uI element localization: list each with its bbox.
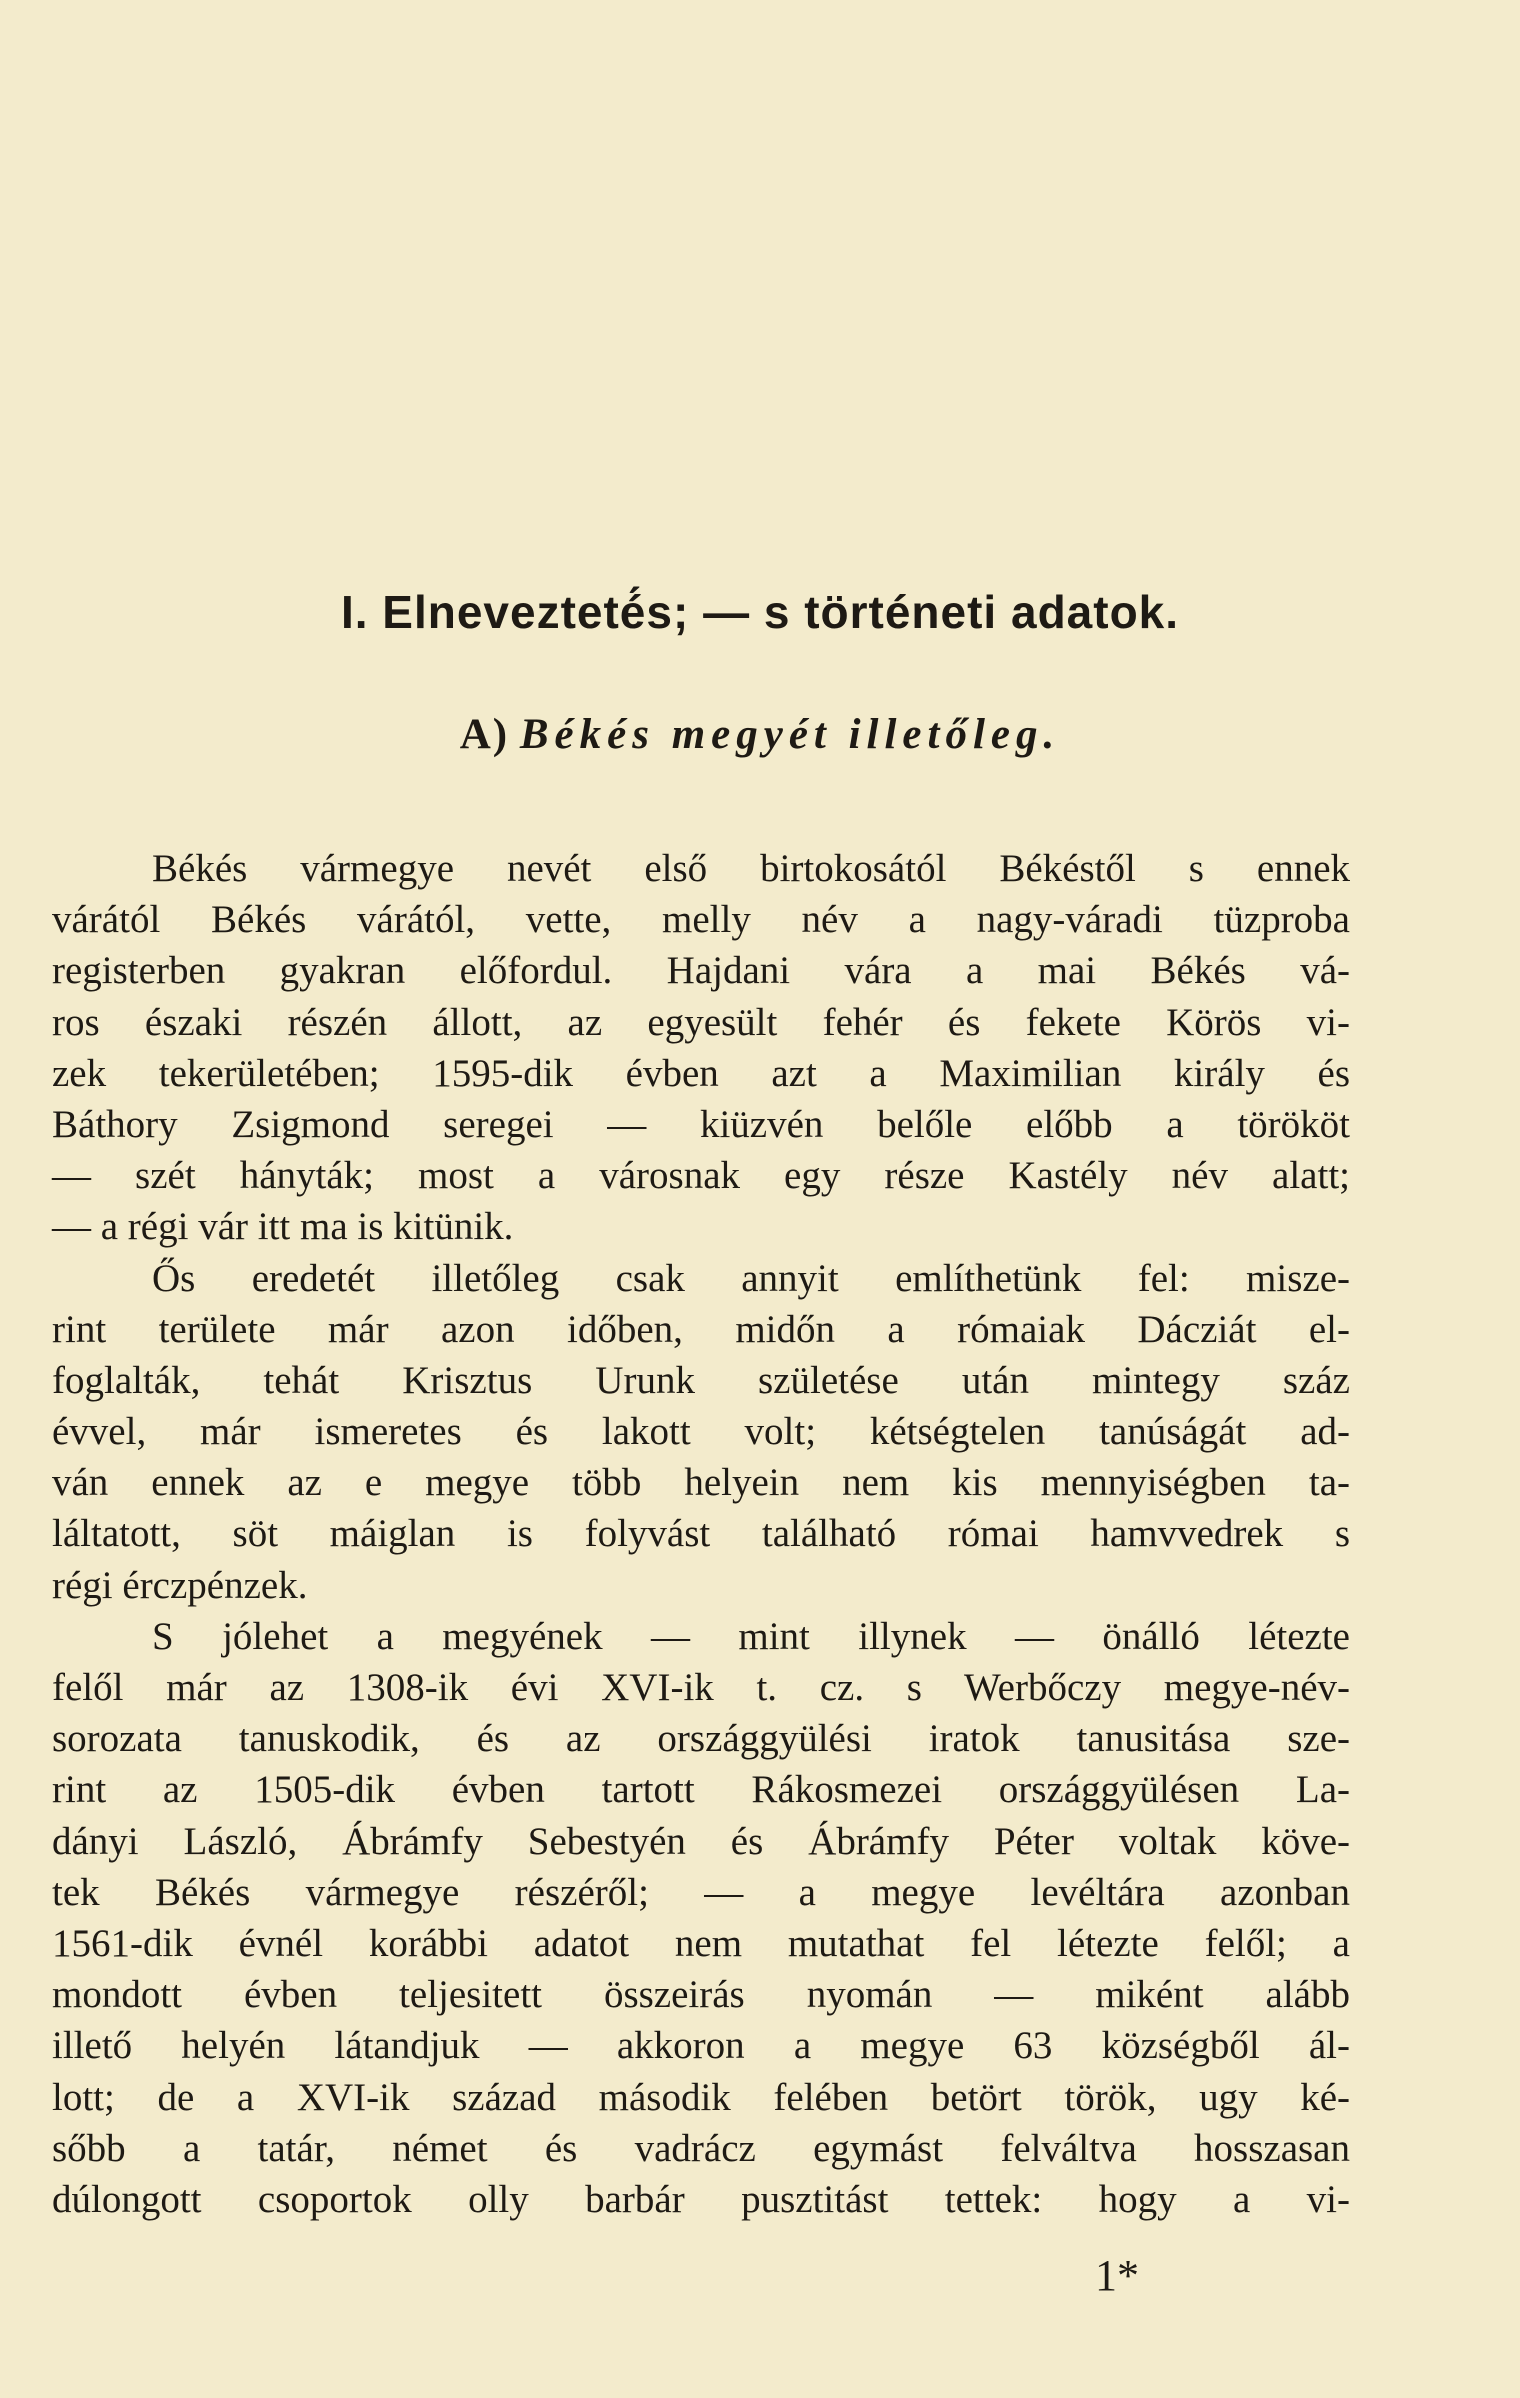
text-line: Báthory Zsigmond seregei — kiüzvén belőle előbb a törököt (52, 1102, 1350, 1146)
text-line: zek tekerületében; 1595-dik évben azt a Maximilian király és (52, 1051, 1350, 1095)
text-line: foglalták, tehát Krisztus Urunk születése után mintegy száz (52, 1358, 1350, 1402)
text-line: ván ennek az e megye több helyein nem kis mennyiségben ta- (52, 1461, 1350, 1505)
text-line: dányi László, Ábrámfy Sebestyén és Ábrámfy Péter voltak köve- (52, 1819, 1350, 1863)
chapter-heading: I. Elnevezteté́s; — s történeti adatok. (340, 586, 1180, 638)
text-line: várától Békés várától, vette, melly név a nagy-váradi tüzproba (52, 898, 1350, 942)
text-line: ros északi részén állott, az egyesült fehér és fekete Körös vi- (52, 1000, 1350, 1044)
text-line: — szét hányták; most a városnak egy része Kastély név alatt; (52, 1154, 1350, 1198)
text-line: rint területe már azon időben, midőn a rómaiak Dácziát el- (52, 1307, 1350, 1351)
text-line: registerben gyakran előfordul. Hajdani vára a mai Békés vá- (52, 949, 1350, 993)
text-line: mondott évben teljesitett összeirás nyomán — miként alább (52, 1973, 1350, 2017)
text-line: felől már az 1308-ik évi XVI-ik t. cz. s Werbőczy megye-név- (52, 1666, 1350, 1709)
text-line: Békés vármegye nevét első birtokosától Békéstől s ennek (152, 847, 1350, 890)
text-line: tek Békés vármegye részéről; — a megye levéltára azonban (52, 1870, 1350, 1914)
text-line: dúlongott csoportok olly barbár pusztitást tettek: hogy a vi- (52, 2177, 1350, 2221)
text-line: sorozata tanuskodik, és az országgyülési iratok tanusitása sze- (52, 1717, 1350, 1761)
section-title: Békés megyét illetőleg. (519, 711, 1061, 758)
text-line: évvel, már ismeretes és lakott volt; kétségtelen tanúságát ad- (52, 1410, 1350, 1454)
section-letter: A) (459, 711, 510, 758)
text-line: Ős eredetét illetőleg csak annyit említhetünk fel: misze- (152, 1256, 1350, 1300)
text-line: S jólehet a megyének — mint illynek — önálló létezte (152, 1614, 1350, 1658)
text-line: régi érczpénzek. (52, 1563, 308, 1607)
section-subheading (0, 710, 1520, 759)
text-line: — a régi vár itt ma is kitünik. (52, 1205, 514, 1249)
text-line: sőbb a tatár, német és vadrácz egymást felváltva hosszasan (52, 2126, 1350, 2170)
text-line: illető helyén látandjuk — akkoron a megye 63 községből ál- (52, 2024, 1350, 2068)
text-line: láltatott, söt máiglan is folyvást található római hamvvedrek s (52, 1512, 1350, 1556)
text-line: rint az 1505-dik évben tartott Rákosmezei országgyülésen La- (52, 1768, 1350, 1812)
text-line: lott; de a XVI-ik század második felében betört török, ugy ké- (52, 2075, 1350, 2119)
text-line: 1561-dik évnél korábbi adatot nem mutathat fel létezte felől; a (52, 1921, 1350, 1965)
page-number: 1* (1095, 2251, 1139, 2300)
body-text (52, 843, 1350, 2225)
